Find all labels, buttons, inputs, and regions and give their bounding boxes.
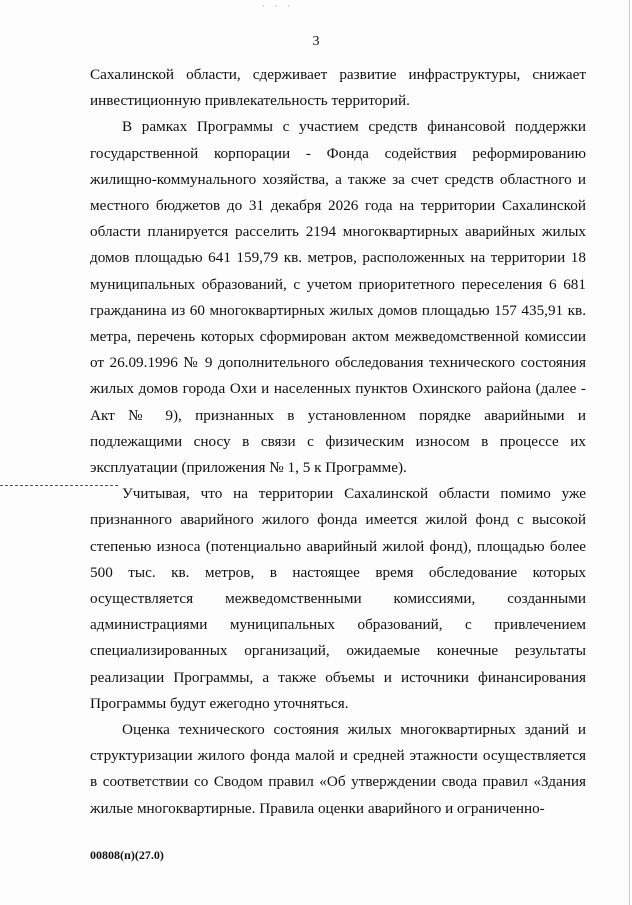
scan-margin-line [0,485,118,486]
paragraph: В рамках Программы с участием средств финансовой поддержки государственной корпорации - Фонда содействия реформированию жилищно-коммунального хозяйства, а также за счет средств областного и местного бюджетов до 31 декабря 2026 года на территории Сахалинской области планируется расселить 2194 многоквартирных аварийных жилых домов площадью 641 159,79 кв. метров, расположенных на территории 18 муниципальных образований, с учетом приоритетного переселения 6 681 гражданина из 60 многоквартирных жилых домов площадью 157 435,91 кв. метра, перечень которых сформирован актом межведомственной комиссии от 26.09.1996 № 9 дополнительного обследования технического состояния жилых домов города Охи и населенных пунктов Охинского района (далее - Акт № 9), признанных в установленном порядке аварийными и подлежащими сносу в связи с физическим износом в процессе их эксплуатации (приложения № 1, 5 к Программе). [90,118,586,477]
scan-edge [629,0,630,905]
paragraph: Оценка технического состояния жилых многоквартирных зданий и структуризации жилого фонда малой и средней этажности осуществляется в соответствии со Сводом правил «Об утверждении свода правил «Здания жилые многоквартирные. Правила оценки аварийного и ограниченно- [90,721,586,817]
scan-specks: · · · [262,2,294,11]
paragraph: Учитывая, что на территории Сахалинской области помимо уже признанного аварийного жилого фонда имеется жилой фонд с высокой степенью износа (потенциально аварийный жилой фонд), площадью более 500 тыс. кв. метров, в настоящее время обследование которых осуществляется межведомственными комиссиями, созданными администрациями муниципальных образований, с привлечением специализированных организаций, ожидаемые конечные результаты реализации Программы, а также объемы и источники финансирования Программы будут ежегодно уточняться. [90,485,586,712]
document-code: 00808(п)(27.0) [90,848,164,862]
document-body [90,62,586,822]
paragraph-continuation: Сахалинской области, сдерживает развитие инфраструктуры, снижает инвестиционную привлекательность территорий. [90,66,586,110]
page-number: 3 [312,34,320,49]
